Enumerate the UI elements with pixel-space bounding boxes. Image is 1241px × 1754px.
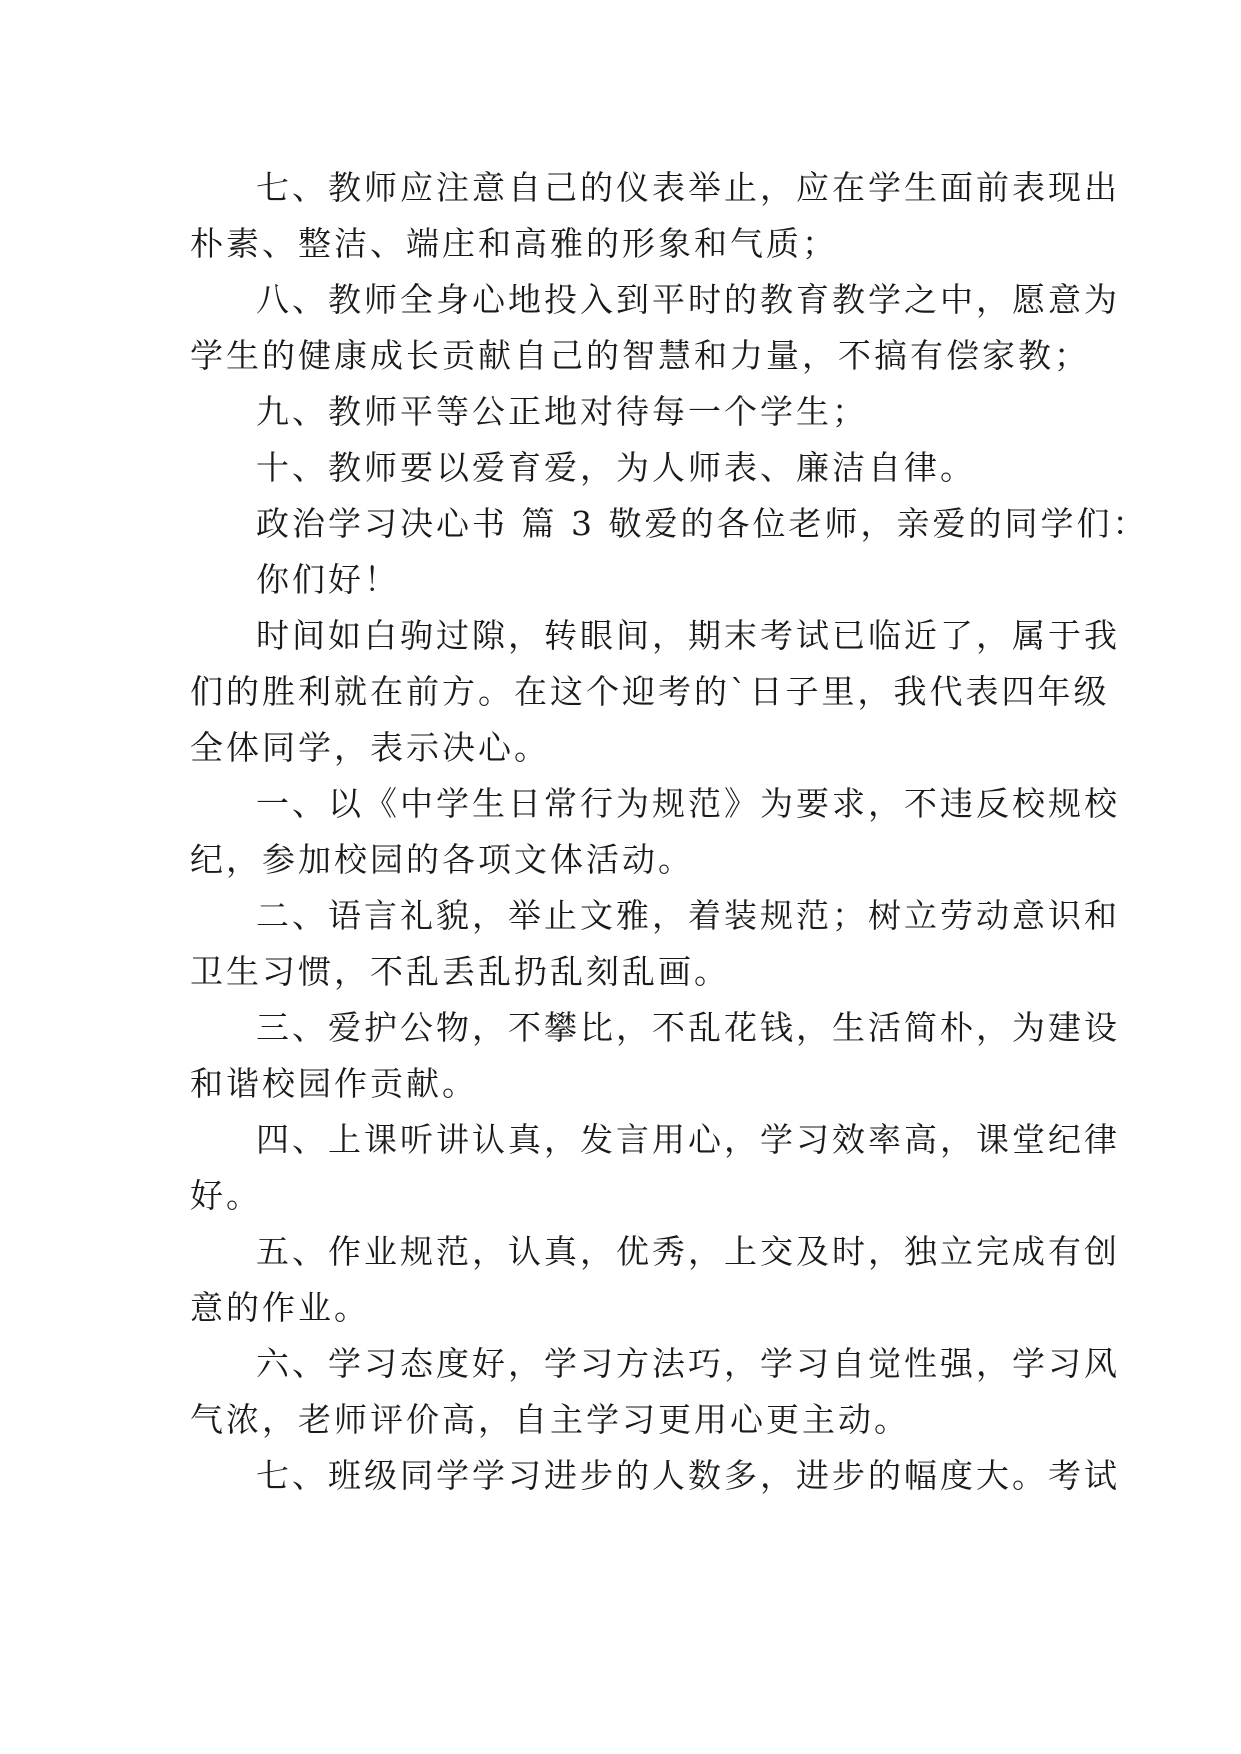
text-line: 气浓，老师评价高，自主学习更用心更主动。 xyxy=(190,1400,910,1439)
text-line: 朴素、整洁、端庄和高雅的形象和气质； xyxy=(190,224,838,263)
text-line: 五、作业规范，认真，优秀，上交及时，独立完成有创 xyxy=(256,1232,1120,1271)
text-line: 七、班级同学学习进步的人数多，进步的幅度大。考试 xyxy=(256,1456,1120,1495)
text-line: 四、上课听讲认真，发言用心，学习效率高，课堂纪律 xyxy=(256,1120,1120,1159)
text-line: 时间如白驹过隙，转眼间，期末考试已临近了，属于我 xyxy=(256,616,1120,655)
text-line: 二、语言礼貌，举止文雅，着装规范；树立劳动意识和 xyxy=(256,896,1120,935)
text-line: 们的胜利就在前方。在这个迎考的`日子里，我代表四年级 xyxy=(190,672,1110,711)
text-line: 十、教师要以爱育爱，为人师表、廉洁自律。 xyxy=(256,448,976,487)
text-line: 好。 xyxy=(190,1176,262,1215)
text-line: 全体同学，表示决心。 xyxy=(190,728,550,767)
text-line: 纪，参加校园的各项文体活动。 xyxy=(190,840,694,879)
text-line: 一、以《中学生日常行为规范》为要求，不违反校规校 xyxy=(256,784,1120,823)
text-line: 八、教师全身心地投入到平时的教育教学之中，愿意为 xyxy=(256,280,1120,319)
text-line: 六、学习态度好，学习方法巧，学习自觉性强，学习风 xyxy=(256,1344,1120,1383)
text-line: 七、教师应注意自己的仪表举止，应在学生面前表现出 xyxy=(256,168,1120,207)
text-line: 卫生习惯，不乱丢乱扔乱刻乱画。 xyxy=(190,952,730,991)
text-line: 意的作业。 xyxy=(190,1288,370,1327)
section-heading-line: 政治学习决心书 篇 3 敬爱的各位老师，亲爱的同学们： xyxy=(256,504,1149,543)
text-line: 学生的健康成长贡献自己的智慧和力量，不搞有偿家教； xyxy=(190,336,1090,375)
text-line: 和谐校园作贡献。 xyxy=(190,1064,478,1103)
greeting-line: 你们好！ xyxy=(256,560,400,599)
text-line: 三、爱护公物，不攀比，不乱花钱，生活简朴，为建设 xyxy=(256,1008,1120,1047)
text-line: 九、教师平等公正地对待每一个学生； xyxy=(256,392,868,431)
document-body xyxy=(190,160,1149,1504)
